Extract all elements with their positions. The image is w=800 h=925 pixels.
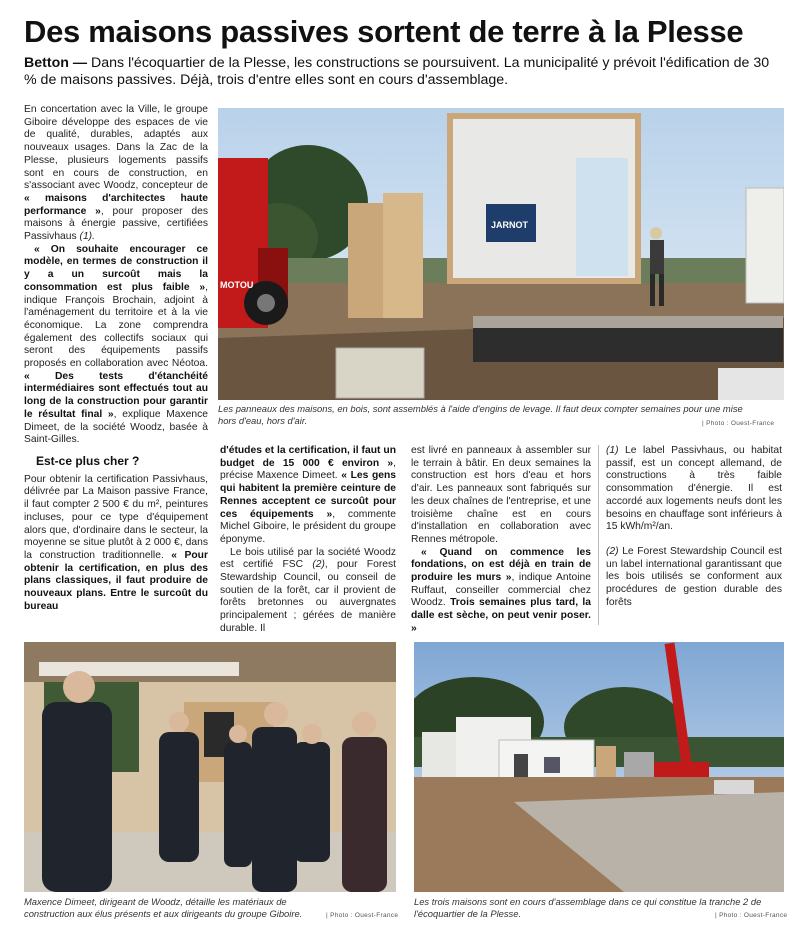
- col2-note-ref: (2): [312, 559, 325, 571]
- col3-text: est livré en panneaux à assembler sur le terrain à bâtir. En deux semaines la construction est hors d'eau et hors d'air. Les panneaux sont fabriqués sur les deux chaînes de l'entreprise, et une troisième chaîne est en cours d'installation en collaboration avec Rennes métropole.: [411, 445, 591, 545]
- col1-text: , indique François Brochain, adjoint à l'aménagement du territoire et à la vie économique. La zone comprendra également des collectifs sociaux qui seront des équipements passifs proposés en collaboration avec Néotoa.: [24, 281, 208, 370]
- visit-photo-credit: | Photo : Ouest-France: [326, 912, 399, 919]
- footnote-1-marker: (1): [606, 445, 619, 456]
- col1-text: En concertation avec la Ville, le groupe Giboire développe des espaces de vie de qualité, durables, adaptés aux nouveaux usages. Dans la Zac de la Plesse, plusieurs logements passifs sont en cours de construction, en s'associant avec Woodz, concepteur de: [24, 104, 208, 192]
- article-column-1: [24, 104, 208, 613]
- houses-photo-credit: | Photo : Ouest-France: [715, 912, 788, 919]
- col2-text: , précise Maxence Dimeet.: [220, 457, 396, 482]
- col1-quote: « On souhaite encourager ce modèle, en termes de construction il y a un surcoût mais la consommation est plus faible »: [24, 243, 208, 293]
- col2-quote: « Les gens qui habitent la première ceinture de Rennes acceptent ce surcoût pour ces équipements »: [220, 470, 396, 520]
- col1-quote: « Pour obtenir la certification, en plus des plans classiques, il faut produire de nouveaux plans. Entre le surcoût du bureau: [24, 549, 208, 612]
- col2-text: , commente Michel Giboire, le président du groupe éponyme.: [220, 508, 397, 545]
- article-column-3: [411, 445, 591, 636]
- col2-quote: d'études et la certification, il faut un budget de 15 000 € environ »: [220, 445, 396, 469]
- footnote-2-marker: (2): [606, 545, 619, 557]
- col2-text: Le bois utilisé par la société Woodz est certifié FSC: [220, 546, 396, 571]
- visit-photo: [24, 642, 396, 892]
- col1-text: , pour proposer des maisons à énergie passive, certifiées Passivhaus: [24, 205, 209, 243]
- col3-quote: « Quand on commence les fondations, on est déjà en train de produire les murs »: [411, 546, 591, 584]
- col1-note-ref: (1).: [79, 231, 95, 243]
- col1-quote: « Des tests d'étanchéité intermédiaires sont effectués tout au long de la construction pour garantir le résultat final »: [24, 370, 208, 420]
- main-photo-credit: | Photo : Ouest-France: [702, 420, 775, 427]
- crane-label: MOTOU: [220, 280, 254, 290]
- footnote-2-text: Le Forest Stewardship Council est un label international garantissant que les bois utilisés se conforment aux procédures de gestion durable des forêts: [606, 545, 782, 608]
- houses-photo-caption: Les trois maisons sont en cours d'assemblage dans ce qui constitue la tranche 2 de l'écoquartier de la Plesse.: [414, 896, 762, 919]
- footnote-1-text: Le label Passivhaus, ou habitat passif, est un concept allemand, de constructions à très faible consommation d'énergie. Il est accordé aux logements neufs dont les besoins en chauffage sont inférieurs à 15 kWh/m²/an.: [606, 445, 782, 533]
- subheading: Est-ce plus cher ?: [36, 453, 140, 468]
- lead-place: Betton —: [24, 55, 88, 71]
- lead-paragraph: [24, 55, 784, 89]
- col1-text: , explique Maxence Dimeet, de la société Woodz, basée à Saint-Gilles.: [24, 408, 208, 446]
- main-photo-caption: Les panneaux des maisons, en bois, sont assemblés à l'aide d'engins de levage. Il faut deux compter semaines pour une mise hors d'eau, hors d'air.: [218, 403, 743, 426]
- headline: Des maisons passives sortent de terre à la Plesse: [24, 14, 744, 49]
- col3-text: , indique Antoine Ruffaut, conseiller commercial chez Woodz.: [411, 572, 591, 609]
- footnotes-column: [606, 445, 782, 609]
- houses-photo: [414, 642, 784, 892]
- col2-text: , pour Forest Stewardship Council, ou conseil de soutien de la forêt, car il provient de forêts bretonnes ou auvergnates principalement ; gérées de manière durable. Il: [220, 559, 396, 634]
- col3-quote: Trois semaines plus tard, la dalle est sèche, on peut venir poser. »: [411, 597, 591, 634]
- col1-text: Pour obtenir la certification Passivhaus, délivrée par La Maison passive France, il faut compter 2 500 € du m², peintures incluses, pour ce type d'équipement alors que, d'ordinaire dans le secteur, la moyenne se situe plutôt à 2 000 €, dans la construction traditionnelle.: [24, 473, 208, 561]
- construction-photo: [218, 108, 784, 400]
- column-divider: [598, 445, 599, 625]
- lead-text: Dans l'écoquartier de la Plesse, les constructions se poursuivent. La municipalité y prévoit l'édification de 30 % de maisons passives. Déjà, trois d'entre elles sont en cours d'assemblage.: [24, 55, 770, 88]
- sign-brand-label: JARNOT: [491, 220, 529, 230]
- visit-photo-caption: Maxence Dimeet, dirigeant de Woodz, détaille les matériaux de construction aux élus présents et aux dirigeants du groupe Giboire.: [24, 896, 303, 919]
- article-column-2: [220, 445, 396, 636]
- col1-quote: « maisons d'architectes haute performance »: [24, 192, 208, 217]
